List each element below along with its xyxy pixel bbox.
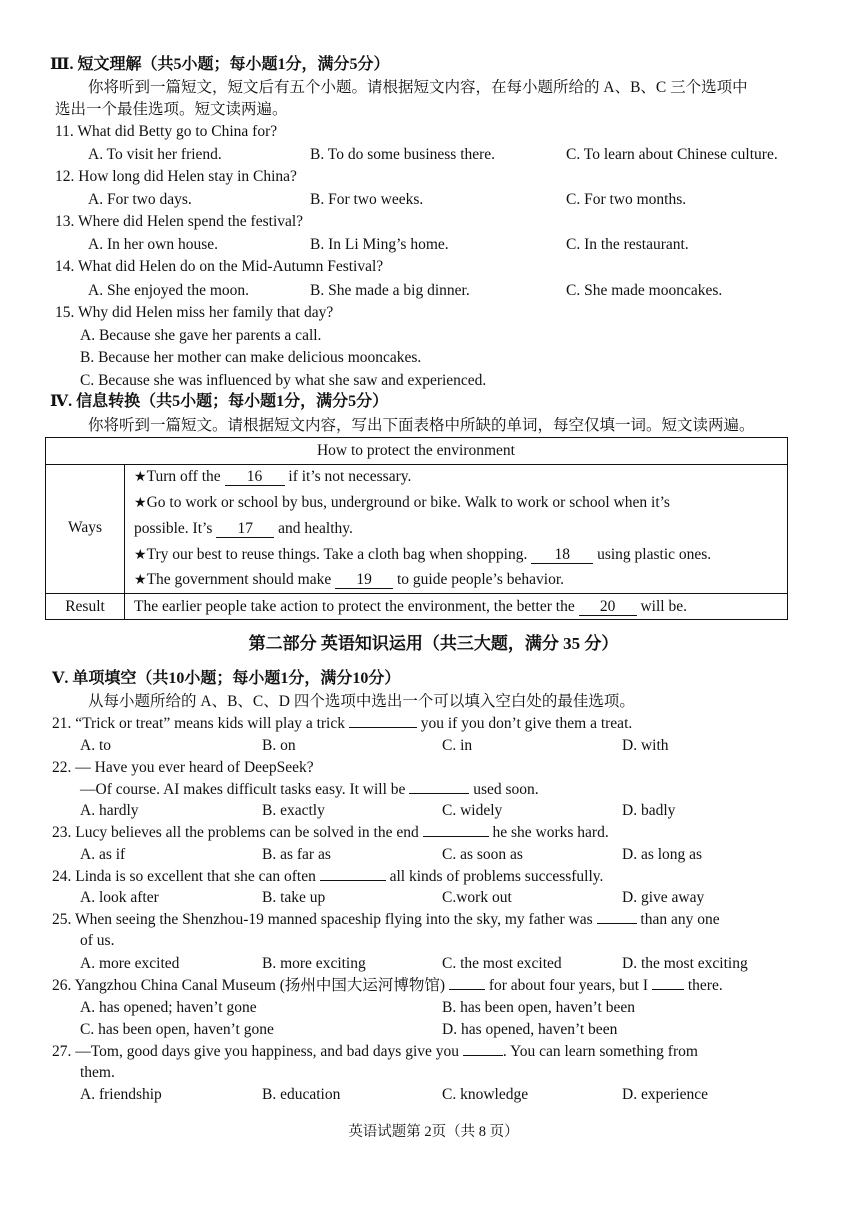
q21-blank[interactable] [349,727,417,728]
question-25-line2: of us. [80,932,115,949]
q24-blank[interactable] [320,880,386,881]
ways-row-1: ★Turn off the 16 if it’s not necessary. [134,468,412,485]
q22-option-d: D. badly [622,802,676,819]
q24-option-b: B. take up [262,889,326,906]
star-icon: ★ [134,496,147,511]
question-21: 21. “Trick or treat” means kids will play a trick you if you don’t give them a treat. [52,715,633,732]
q22-option-b: B. exactly [262,802,325,819]
question-23: 23. Lucy believes all the problems can be solved in the end he she works hard. [52,824,609,841]
section-5-heading: Ⅴ. 单项填空（共10小题；每小题1分，满分10分） [52,670,401,687]
q12-option-c: C. For two months. [566,191,687,208]
question-13: 13. Where did Helen spend the festival? [55,213,304,230]
result-row: The earlier people take action to protect the environment, the better the 20 will be. [134,598,687,615]
blank-17[interactable]: 17 [216,520,274,538]
blank-19[interactable]: 19 [335,571,393,589]
question-15: 15. Why did Helen miss her family that day? [55,304,334,321]
q26-option-b: B. has been open, haven’t been [442,999,635,1016]
star-icon: ★ [134,548,147,563]
q25-blank[interactable] [597,923,637,924]
question-26: 26. Yangzhou China Canal Museum (扬州中国大运河博物馆) for about four years, but I there. [52,977,723,994]
blank-16[interactable]: 16 [225,468,285,486]
q15-option-a: A. Because she gave her parents a call. [80,327,322,344]
table-divider [46,593,787,594]
section-4-instruction: 你将听到一篇短文。请根据短文内容，写出下面表格中所缺的单词，每空仅填一词。短文读两遍。 [88,417,755,434]
q26-blank-2[interactable] [652,989,684,990]
q27-blank[interactable] [463,1055,503,1056]
q15-option-c: C. Because she was influenced by what she saw and experienced. [80,372,487,389]
question-25: 25. When seeing the Shenzhou-19 manned spaceship flying into the sky, my father was than any one [52,911,720,928]
q24-option-d: D. give away [622,889,705,906]
q25-option-d: D. the most exciting [622,955,748,972]
star-icon: ★ [134,470,147,485]
q24-option-a: A. look after [80,889,159,906]
table-divider [46,464,787,465]
section-4-heading: Ⅳ. 信息转换（共5小题；每小题1分，满分5分） [50,393,389,410]
q25-option-a: A. more excited [80,955,180,972]
ways-row-2-line1: ★Go to work or school by bus, underground or bike. Walk to work or school when it’s [134,494,670,511]
q14-option-c: C. She made mooncakes. [566,282,723,299]
info-table [45,437,788,620]
q11-option-c: C. To learn about Chinese culture. [566,146,778,163]
question-24: 24. Linda is so excellent that she can often all kinds of problems successfully. [52,868,604,885]
q13-option-c: C. In the restaurant. [566,236,689,253]
q27-option-d: D. experience [622,1086,709,1103]
q26-option-a: A. has opened; haven’t gone [80,999,257,1016]
q12-option-b: B. For two weeks. [310,191,424,208]
q12-option-a: A. For two days. [88,191,192,208]
q13-option-a: A. In her own house. [88,236,219,253]
result-label: Result [65,598,105,615]
section-5-instruction: 从每小题所给的 A、B、C、D 四个选项中选出一个可以填入空白处的最佳选项。 [88,693,635,710]
ways-row-3: ★Try our best to reuse things. Take a cloth bag when shopping. 18 using plastic ones. [134,546,712,563]
blank-18[interactable]: 18 [531,546,593,564]
q11-option-a: A. To visit her friend. [88,146,222,163]
part-2-heading: 第二部分 英语知识运用（共三大题，满分 35 分） [248,634,619,653]
table-column-divider [124,464,125,619]
q13-option-b: B. In Li Ming’s home. [310,236,449,253]
q14-option-a: A. She enjoyed the moon. [88,282,250,299]
question-22: 22. — Have you ever heard of DeepSeek? [52,759,314,776]
section-3-instruction-line2: 选出一个最佳选项。短文读两遍。 [55,101,288,118]
q22-option-a: A. hardly [80,802,139,819]
q22-blank[interactable] [409,793,469,794]
q26-option-c: C. has been open, haven’t gone [80,1021,274,1038]
ways-row-2-line2: possible. It’s 17 and healthy. [134,520,353,537]
question-27: 27. —Tom, good days give you happiness, and bad days give you . You can learn something from [52,1043,698,1060]
section-3-instruction-line1: 你将听到一篇短文，短文后有五个小题。请根据短文内容，在每小题所给的 A、B、C 三个选项中 [88,79,748,96]
q26-option-d: D. has opened, haven’t been [442,1021,618,1038]
table-title: How to protect the environment [316,442,515,459]
question-14: 14. What did Helen do on the Mid-Autumn Festival? [55,258,384,275]
section-3-heading: Ⅲ. 短文理解（共5小题；每小题1分，满分5分） [50,56,390,73]
q26-blank-1[interactable] [449,989,485,990]
q24-option-c: C.work out [442,889,512,906]
question-12: 12. How long did Helen stay in China? [55,168,297,185]
q25-option-b: B. more exciting [262,955,366,972]
question-11: 11. What did Betty go to China for? [55,123,278,140]
q27-option-a: A. friendship [80,1086,162,1103]
question-22-line2: —Of course. AI makes difficult tasks easy. It will be used soon. [80,781,539,798]
q11-option-b: B. To do some business there. [310,146,496,163]
q23-option-b: B. as far as [262,846,331,863]
question-27-line2: them. [80,1064,115,1081]
q21-option-d: D. with [622,737,669,754]
q27-option-c: C. knowledge [442,1086,529,1103]
star-icon: ★ [134,573,147,588]
q23-option-c: C. as soon as [442,846,523,863]
q23-option-a: A. as if [80,846,126,863]
ways-row-4: ★The government should make 19 to guide people’s behavior. [134,571,565,588]
q21-option-a: A. to [80,737,111,754]
q25-option-c: C. the most excited [442,955,562,972]
q15-option-b: B. Because her mother can make delicious mooncakes. [80,349,422,366]
q23-option-d: D. as long as [622,846,703,863]
q23-blank[interactable] [423,836,489,837]
q22-option-c: C. widely [442,802,503,819]
q14-option-b: B. She made a big dinner. [310,282,470,299]
ways-label: Ways [67,519,103,536]
q21-option-b: B. on [262,737,296,754]
blank-20[interactable]: 20 [579,598,637,616]
q21-option-c: C. in [442,737,473,754]
q27-option-b: B. education [262,1086,341,1103]
page-footer: 英语试题第 2页（共 8 页） [348,1124,519,1140]
